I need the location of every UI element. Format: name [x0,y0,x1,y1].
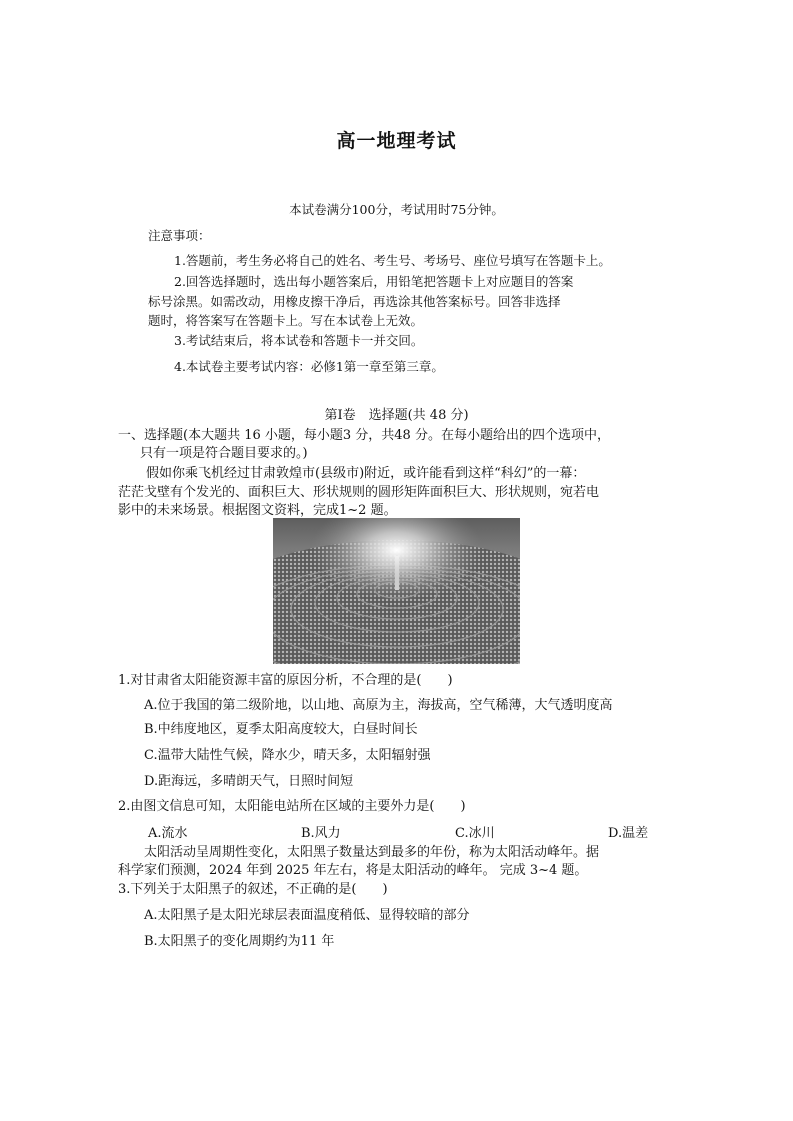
passage1-line-2: 茫茫戈壁有个发光的、面积巨大、形状规则的圆形矩阵面积巨大、形状规则，宛若电 [118,485,600,500]
q1-option-c: C.温带大陆性气候，降水少，晴天多，太阳辐射强 [144,748,431,763]
q3-option-a: A.太阳黑子是太阳光球层表面温度稍低、显得较暗的部分 [144,908,470,923]
passage1-line-1: 假如你乘飞机经过甘肃敦煌市(县级市)附近，或许能看到这样“科幻”的一幕： [146,466,586,481]
section-instruction-1: 一、选择题(本大题共 16 小题，每小题3 分，共48 分。在每小题给出的四个选项中， [118,428,610,443]
q1-option-a: A.位于我国的第二级阶地，以山地、高原为主，海拔高，空气稀薄，大气透明度高 [144,698,613,713]
q2-stem: 2.由图文信息可知，太阳能电站所在区域的主要外力是( ) [118,799,466,814]
notice-line-5: 3.考试结束后，将本试卷和答题卡一并交回。 [174,333,424,348]
notice-line-4: 题时，将答案写在答题卡上。写在本试卷上无效。 [148,313,424,328]
q2-option-c: C.冰川 [455,826,495,841]
solar-power-station-photo [273,518,520,664]
notice-heading: 注意事项： [148,228,211,243]
notice-line-1: 1.答题前，考生务必将自己的姓名、考生号、考场号、座位号填写在答题卡上。 [174,253,611,268]
q2-option-d: D.温差 [608,826,649,841]
q2-option-b: B.风力 [301,826,341,841]
section-title: 第Ⅰ卷 选择题(共 48 分) [324,408,469,423]
q2-option-a: A.流水 [148,826,188,841]
passage1-line-3: 影中的未来场景。根据图文资料，完成1~2 题。 [118,503,397,518]
notice-line-6: 4.本试卷主要考试内容：必修1第一章至第三章。 [174,359,444,374]
q1-option-b: B.中纬度地区，夏季太阳高度较大，白昼时间长 [144,722,418,737]
q1-stem: 1.对甘肃省太阳能资源丰富的原因分析，不合理的是( ) [118,673,453,688]
q3-stem: 3.下列关于太阳黑子的叙述，不正确的是( ) [118,882,388,897]
q3-option-b: B.太阳黑子的变化周期约为11 年 [144,934,335,949]
section-instruction-2: 只有一项是符合题目要求的。) [140,446,308,461]
passage2-line-1: 太阳活动呈周期性变化，太阳黑子数量达到最多的年份，称为太阳活动峰年。据 [144,845,600,860]
notice-line-3: 标号涂黑。如需改动，用橡皮擦干净后，再选涂其他答案标号。回答非选择 [148,294,561,309]
notice-line-2: 2.回答选择题时，选出每小题答案后，用铅笔把答题卡上对应题目的答案 [174,274,574,289]
page-title: 高一地理考试 [336,130,457,152]
passage2-line-2: 科学家们预测，2024 年到 2025 年左右，将是太阳活动的峰年。 完成 3~4 题。 [118,863,588,878]
q1-option-d: D.距海远，多晴朗天气，日照时间短 [144,774,354,789]
exam-info: 本试卷满分100分，考试用时75分钟。 [289,202,504,217]
